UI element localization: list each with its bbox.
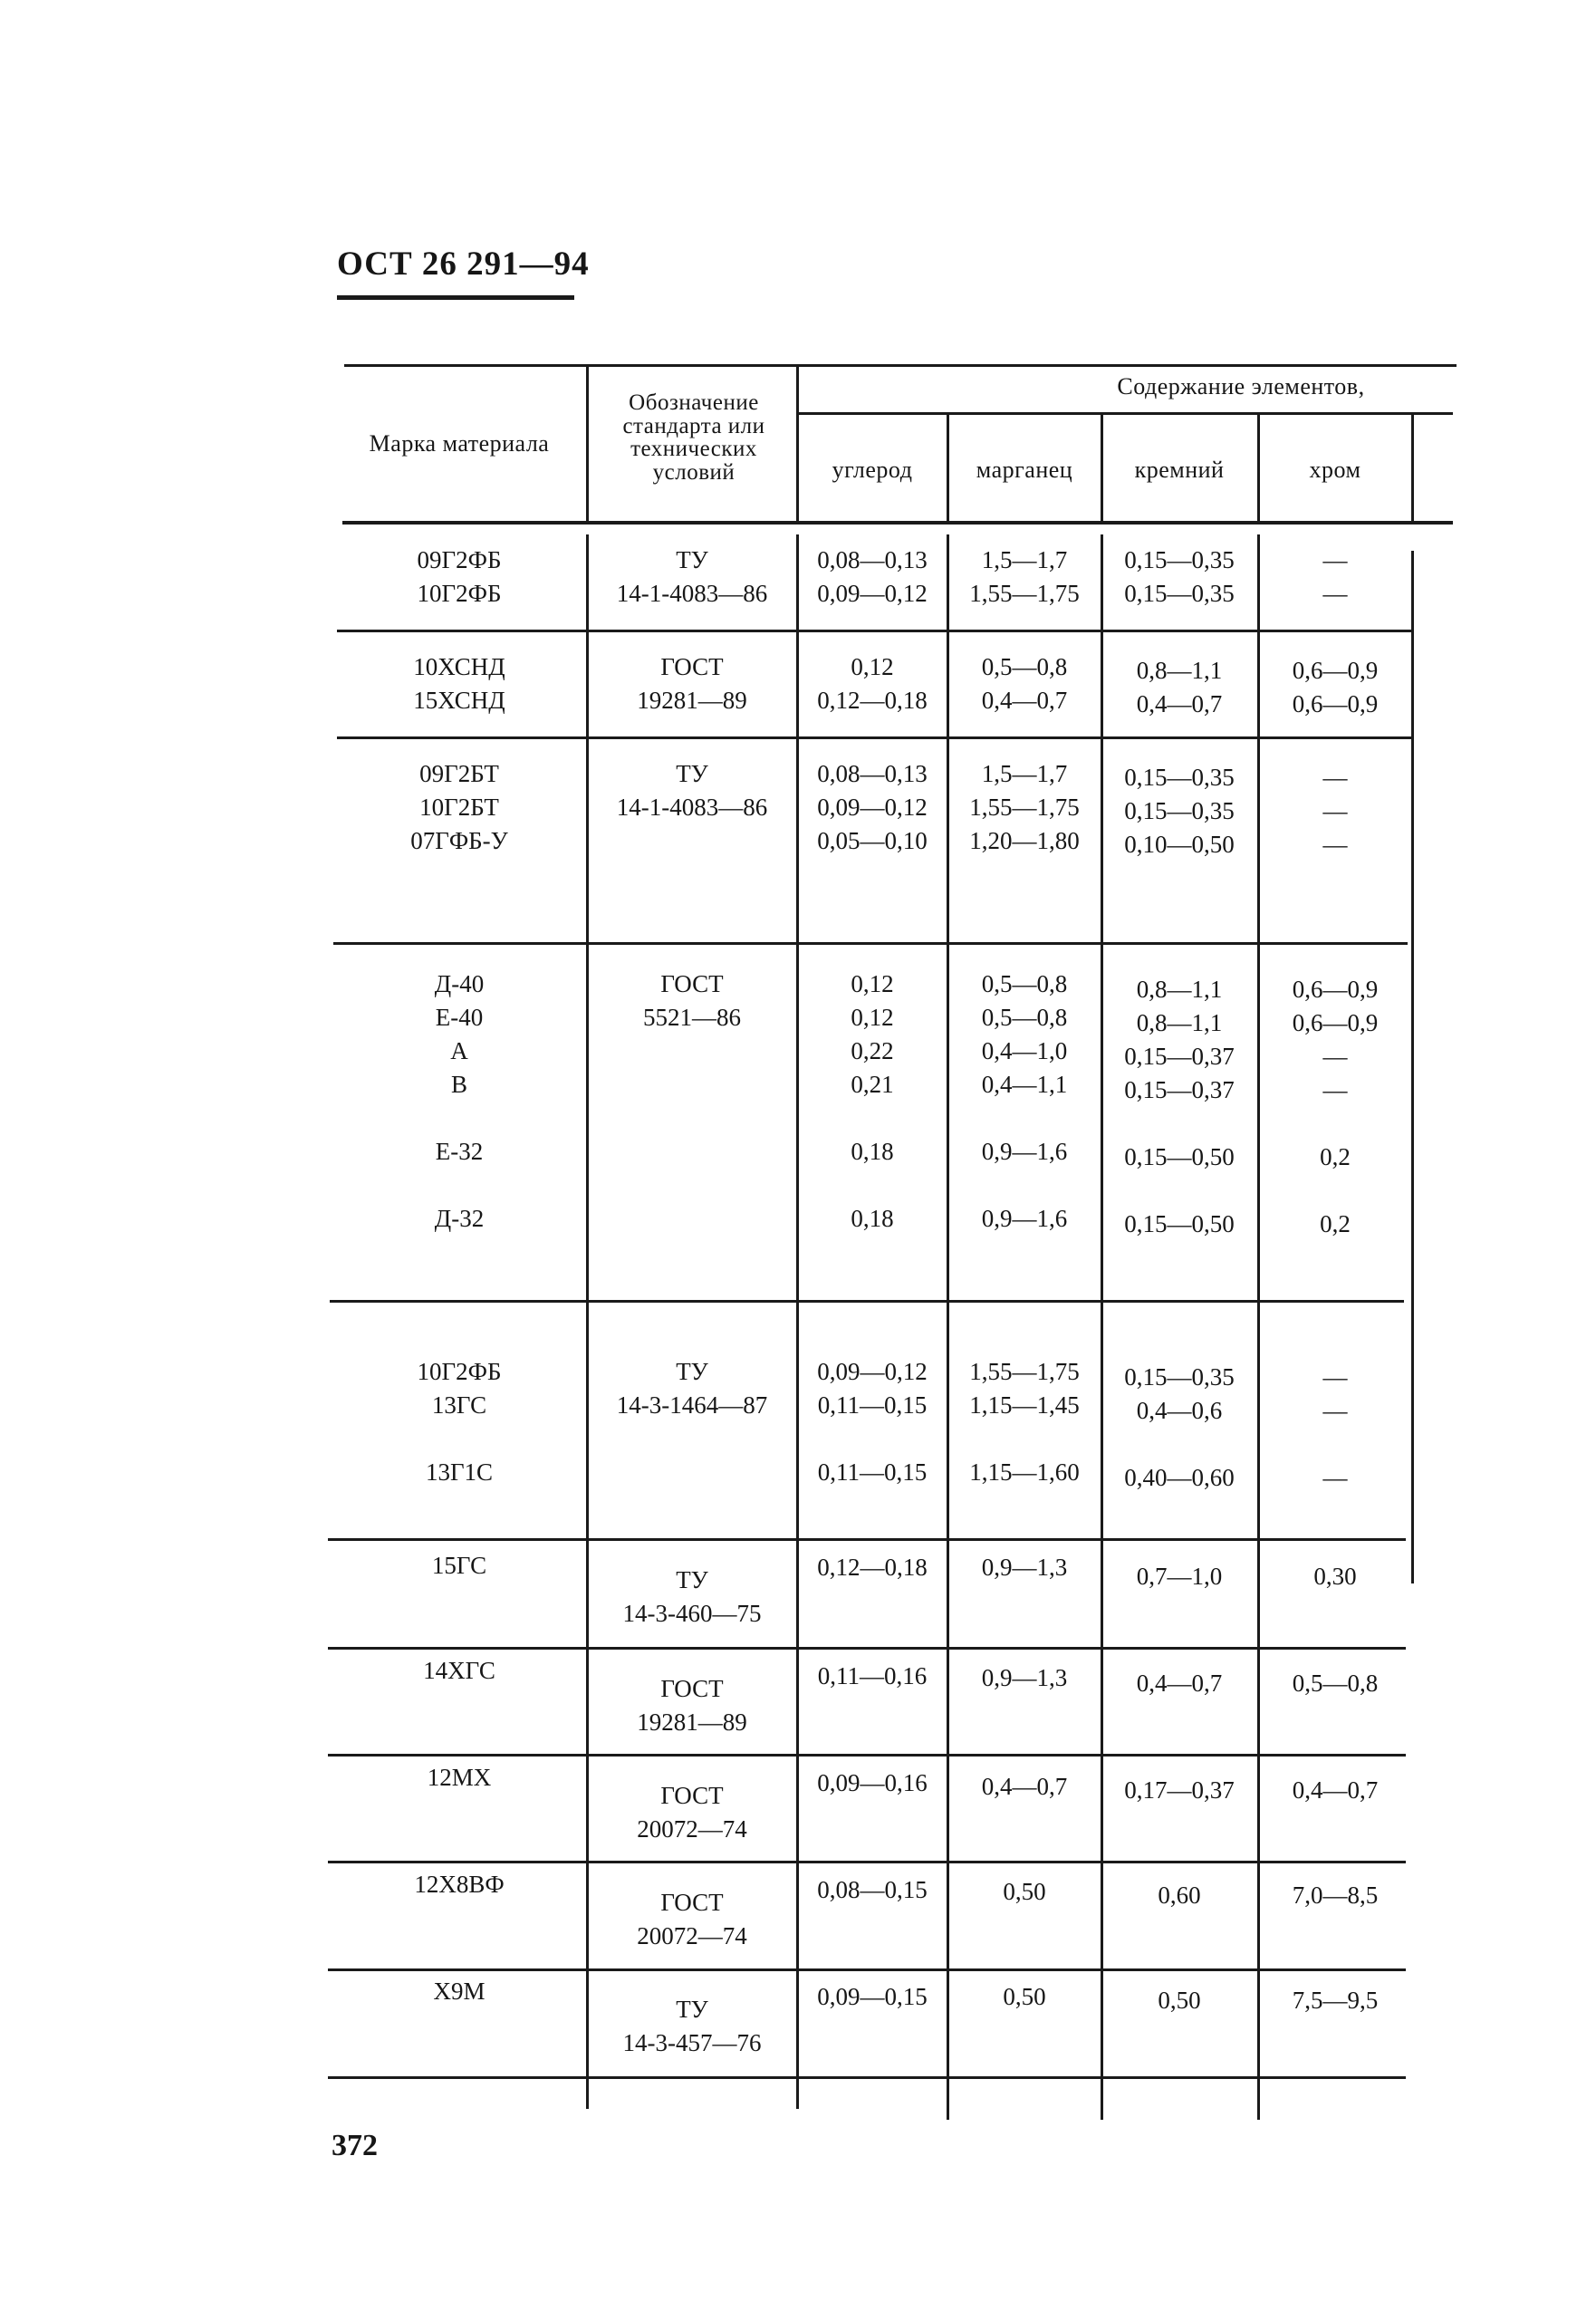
header-underline bbox=[337, 295, 574, 300]
column-header-chromium: хром bbox=[1309, 457, 1361, 483]
row-separator bbox=[328, 1538, 1406, 1541]
column-header-grade: Марка материала bbox=[369, 430, 550, 457]
cell-grade: 12МХ bbox=[427, 1764, 492, 1791]
cell-carbon: 0,12—0,18 bbox=[817, 1554, 928, 1581]
cell-silicon: 0,15—0,35 0,4—0,6 0,40—0,60 bbox=[1124, 1363, 1235, 1491]
cell-standard: ГОСТ 20072—74 bbox=[637, 1782, 747, 1843]
cell-silicon: 0,8—1,1 0,8—1,1 0,15—0,37 0,15—0,37 0,15—0,50 0,15—0,50 bbox=[1124, 976, 1235, 1237]
cell-grade: Х9М bbox=[433, 1978, 486, 2005]
row-separator bbox=[337, 736, 1411, 739]
cell-standard: ГОСТ 19281—89 bbox=[637, 1675, 747, 1736]
row-separator bbox=[328, 1861, 1406, 1863]
cell-chromium: 0,6—0,9 0,6—0,9 bbox=[1292, 657, 1379, 717]
cell-silicon: 0,60 bbox=[1158, 1882, 1201, 1909]
cell-grade: 15ГС bbox=[431, 1552, 487, 1579]
cell-silicon: 0,15—0,35 0,15—0,35 bbox=[1124, 546, 1235, 607]
cell-grade: 10Г2ФБ 13ГС 13Г1С bbox=[417, 1358, 502, 1486]
cell-carbon: 0,08—0,15 bbox=[817, 1876, 928, 1903]
row-separator bbox=[330, 1300, 1404, 1303]
cell-grade: 12Х8ВФ bbox=[414, 1871, 505, 1898]
cell-chromium: 7,5—9,5 bbox=[1292, 1987, 1379, 2014]
column-divider-2 bbox=[796, 366, 799, 522]
cell-grade: 14ХГС bbox=[423, 1657, 495, 1684]
cell-chromium: 0,6—0,9 0,6—0,9 — — 0,2 0,2 bbox=[1292, 976, 1379, 1237]
cell-standard: ГОСТ 19281—89 bbox=[637, 653, 747, 714]
cell-silicon: 0,50 bbox=[1158, 1987, 1201, 2014]
column-divider-1 bbox=[586, 366, 589, 522]
cell-standard: ТУ 14-3-460—75 bbox=[622, 1566, 762, 1627]
cell-manganese: 0,50 bbox=[1003, 1983, 1046, 2010]
row-separator bbox=[333, 942, 1408, 945]
row-separator bbox=[328, 1968, 1406, 1971]
row-separator bbox=[328, 1754, 1406, 1757]
cell-chromium: 0,30 bbox=[1313, 1563, 1357, 1590]
table-top-rule bbox=[344, 364, 1457, 367]
cell-chromium: 0,5—0,8 bbox=[1292, 1670, 1379, 1697]
cell-manganese: 0,50 bbox=[1003, 1878, 1046, 1905]
body-divider-6 bbox=[1411, 551, 1414, 1583]
cell-silicon: 0,15—0,35 0,15—0,35 0,10—0,50 bbox=[1124, 764, 1235, 858]
cell-carbon: 0,09—0,16 bbox=[817, 1769, 928, 1796]
cell-grade: Д-40 Е-40 А В Е-32 Д-32 bbox=[434, 970, 485, 1232]
page-number: 372 bbox=[332, 2129, 378, 2162]
cell-standard: ГОСТ 5521—86 bbox=[643, 970, 741, 1031]
cell-standard: ТУ 14-3-457—76 bbox=[622, 1996, 762, 2056]
cell-chromium: — — bbox=[1322, 546, 1348, 607]
row-separator bbox=[328, 1647, 1406, 1650]
cell-manganese: 1,5—1,7 1,55—1,75 bbox=[969, 546, 1080, 607]
cell-silicon: 0,17—0,37 bbox=[1124, 1776, 1235, 1804]
cell-carbon: 0,12 0,12 0,22 0,21 0,18 0,18 bbox=[851, 970, 894, 1232]
cell-standard: ТУ 14-1-4083—86 bbox=[616, 546, 768, 607]
cell-silicon: 0,4—0,7 bbox=[1136, 1670, 1223, 1697]
cell-carbon: 0,09—0,12 0,11—0,15 0,11—0,15 bbox=[817, 1358, 928, 1486]
cell-grade: 09Г2ФБ 10Г2ФБ bbox=[417, 546, 502, 607]
cell-manganese: 0,9—1,3 bbox=[981, 1554, 1068, 1581]
cell-manganese: 0,5—0,8 0,4—0,7 bbox=[981, 653, 1068, 714]
column-divider-6 bbox=[1411, 415, 1414, 522]
column-header-manganese: марганец bbox=[976, 457, 1073, 483]
cell-chromium: — — — bbox=[1322, 1363, 1348, 1491]
cell-standard: ТУ 14-3-1464—87 bbox=[616, 1358, 768, 1419]
cell-silicon: 0,7—1,0 bbox=[1136, 1563, 1223, 1590]
cell-standard: ТУ 14-1-4083—86 bbox=[616, 760, 768, 821]
cell-silicon: 0,8—1,1 0,4—0,7 bbox=[1136, 657, 1223, 717]
group-header-rule bbox=[799, 412, 1453, 415]
cell-manganese: 1,55—1,75 1,15—1,45 1,15—1,60 bbox=[969, 1358, 1080, 1486]
cell-chromium: 0,4—0,7 bbox=[1292, 1776, 1379, 1804]
cell-carbon: 0,12 0,12—0,18 bbox=[817, 653, 928, 714]
cell-standard: ГОСТ 20072—74 bbox=[637, 1889, 747, 1949]
cell-chromium: 7,0—8,5 bbox=[1292, 1882, 1379, 1909]
cell-chromium: — — — bbox=[1322, 764, 1348, 858]
column-header-standard: Обозначение стандарта или технических условий bbox=[622, 390, 765, 485]
cell-manganese: 0,9—1,3 bbox=[981, 1664, 1068, 1691]
cell-manganese: 0,4—0,7 bbox=[981, 1773, 1068, 1800]
column-header-silicon: кремний bbox=[1134, 457, 1225, 483]
row-separator bbox=[337, 630, 1411, 632]
cell-carbon: 0,08—0,13 0,09—0,12 0,05—0,10 bbox=[817, 760, 928, 854]
header-bottom-rule bbox=[342, 521, 1453, 525]
cell-grade: 09Г2БТ 10Г2БТ 07ГФБ-У bbox=[410, 760, 508, 854]
cell-carbon: 0,08—0,13 0,09—0,12 bbox=[817, 546, 928, 607]
cell-manganese: 0,5—0,8 0,5—0,8 0,4—1,0 0,4—1,1 0,9—1,6 0,9—1,6 bbox=[981, 970, 1068, 1232]
cell-carbon: 0,09—0,15 bbox=[817, 1983, 928, 2010]
cell-carbon: 0,11—0,16 bbox=[817, 1662, 928, 1689]
column-header-content-group: Содержание элементов, bbox=[1117, 373, 1365, 399]
cell-manganese: 1,5—1,7 1,55—1,75 1,20—1,80 bbox=[969, 760, 1080, 854]
cell-grade: 10ХСНД 15ХСНД bbox=[413, 653, 505, 714]
column-header-carbon: углерод bbox=[832, 457, 913, 483]
table-bottom-rule bbox=[328, 2076, 1406, 2079]
document-code: ОСТ 26 291—94 bbox=[337, 245, 590, 283]
